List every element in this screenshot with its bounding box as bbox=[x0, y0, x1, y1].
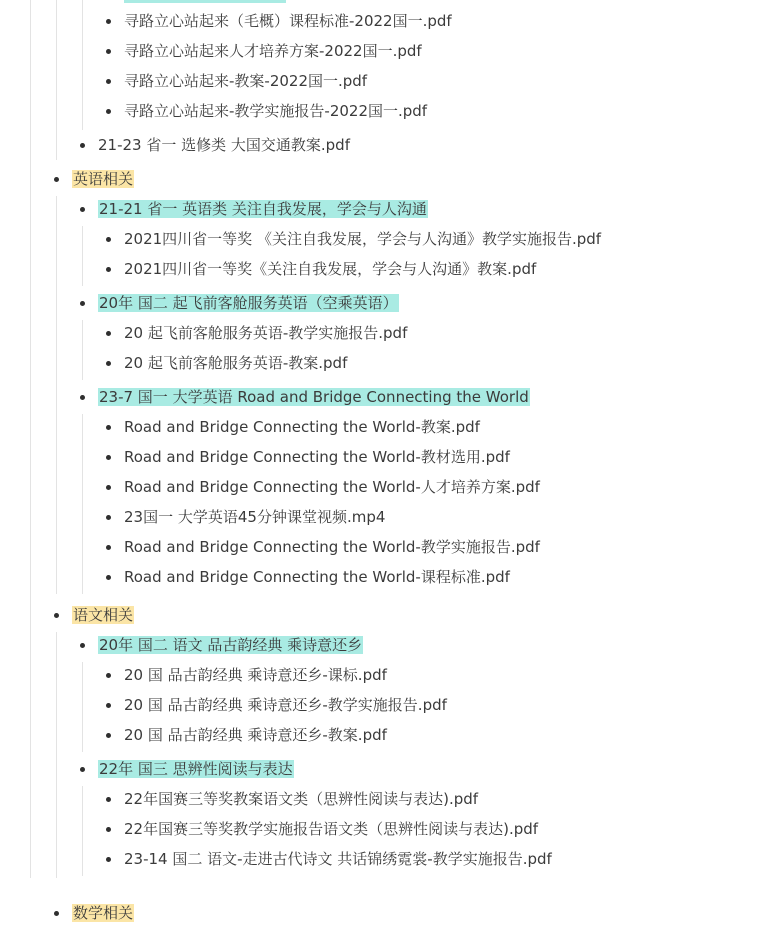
subsection-heading[interactable] bbox=[98, 634, 363, 656]
list-bullet bbox=[54, 911, 59, 916]
list-bullet bbox=[80, 301, 85, 306]
section-heading-label: 语文相关 bbox=[73, 606, 134, 624]
list-bullet bbox=[106, 733, 111, 738]
list-bullet bbox=[106, 19, 111, 24]
outline-guide-english-sub3 bbox=[82, 414, 83, 594]
file-item[interactable]: 20 国 品古韵经典 乘诗意还乡-教案.pdf bbox=[124, 726, 387, 744]
list-bullet bbox=[106, 797, 111, 802]
subsection-label: 21-21 省一 英语类 关注自我发展，学会与人沟通 bbox=[99, 200, 427, 218]
list-bullet bbox=[106, 425, 111, 430]
file-item[interactable]: 寻路立心站起来-教案-2022国一.pdf bbox=[124, 72, 368, 90]
section-heading-label: 英语相关 bbox=[73, 170, 134, 188]
list-bullet bbox=[54, 613, 59, 618]
file-item[interactable]: 21-23 省一 选修类 大国交通教案.pdf bbox=[98, 136, 350, 154]
list-bullet bbox=[106, 455, 111, 460]
file-item[interactable]: 20 国 品古韵经典 乘诗意还乡-课标.pdf bbox=[124, 666, 387, 684]
file-item[interactable]: 22年国赛三等奖教学实施报告语文类（思辨性阅读与表达).pdf bbox=[124, 820, 539, 838]
subsection-heading[interactable] bbox=[98, 758, 294, 780]
outline-guide-english-sub1 bbox=[82, 226, 83, 286]
list-bullet bbox=[106, 857, 111, 862]
list-bullet bbox=[80, 643, 85, 648]
subsection-label: 23-7 国一 大学英语 Road and Bridge Connecting the World bbox=[99, 388, 529, 406]
cut-off-highlight-bar bbox=[124, 0, 286, 3]
list-bullet bbox=[106, 267, 111, 272]
list-bullet bbox=[80, 767, 85, 772]
file-item[interactable]: 2021四川省一等奖 《关注自我发展，学会与人沟通》教学实施报告.pdf bbox=[124, 230, 602, 248]
outline-guide-level2 bbox=[56, 0, 57, 160]
list-bullet bbox=[106, 703, 111, 708]
file-item[interactable]: 2021四川省一等奖《关注自我发展，学会与人沟通》教案.pdf bbox=[124, 260, 537, 278]
list-bullet bbox=[106, 827, 111, 832]
outline-guide-english-sub2 bbox=[82, 320, 83, 380]
subsection-heading[interactable] bbox=[98, 292, 399, 314]
file-item[interactable]: Road and Bridge Connecting the World-教案.pdf bbox=[124, 418, 480, 436]
subsection-heading[interactable] bbox=[98, 198, 428, 220]
list-bullet bbox=[106, 109, 111, 114]
list-bullet bbox=[106, 331, 111, 336]
file-item[interactable]: Road and Bridge Connecting the World-教材选用.pdf bbox=[124, 448, 510, 466]
list-bullet bbox=[106, 673, 111, 678]
list-bullet bbox=[80, 207, 85, 212]
outline-guide-english bbox=[56, 196, 57, 594]
section-heading-math[interactable] bbox=[72, 902, 134, 924]
list-bullet bbox=[106, 237, 111, 242]
subsection-heading[interactable] bbox=[98, 386, 530, 408]
file-item[interactable]: 23-14 国二 语文-走进古代诗文 共话锦绣霓裳-教学实施报告.pdf bbox=[124, 850, 552, 868]
list-bullet bbox=[106, 575, 111, 580]
file-item[interactable]: Road and Bridge Connecting the World-人才培养方案.pdf bbox=[124, 478, 540, 496]
list-bullet bbox=[106, 485, 111, 490]
list-bullet bbox=[80, 395, 85, 400]
outline-guide-level1 bbox=[30, 0, 31, 878]
outline-guide-chinese-sub2 bbox=[82, 786, 83, 876]
section-heading-english[interactable] bbox=[72, 168, 134, 190]
file-item[interactable]: 寻路立心站起来-教学实施报告-2022国一.pdf bbox=[124, 102, 428, 120]
list-bullet bbox=[106, 545, 111, 550]
list-bullet bbox=[106, 79, 111, 84]
subsection-label: 22年 国三 思辨性阅读与表达 bbox=[99, 760, 293, 778]
file-item[interactable]: 20 起飞前客舱服务英语-教学实施报告.pdf bbox=[124, 324, 408, 342]
list-bullet bbox=[106, 49, 111, 54]
list-bullet bbox=[80, 143, 85, 148]
outline-guide-chinese-sub1 bbox=[82, 662, 83, 752]
file-item[interactable]: 20 起飞前客舱服务英语-教案.pdf bbox=[124, 354, 348, 372]
outline-guide-chinese bbox=[56, 632, 57, 878]
file-item[interactable]: 20 国 品古韵经典 乘诗意还乡-教学实施报告.pdf bbox=[124, 696, 447, 714]
list-bullet bbox=[54, 177, 59, 182]
section-heading-chinese[interactable] bbox=[72, 604, 134, 626]
list-bullet bbox=[106, 361, 111, 366]
subsection-label: 20年 国二 起飞前客舱服务英语（空乘英语） bbox=[99, 294, 398, 312]
outline-guide-level3 bbox=[82, 0, 83, 130]
file-item[interactable]: 寻路立心站起来（毛概）课程标准-2022国一.pdf bbox=[124, 12, 452, 30]
file-item[interactable]: 寻路立心站起来人才培养方案-2022国一.pdf bbox=[124, 42, 422, 60]
file-item[interactable]: 23国一 大学英语45分钟课堂视频.mp4 bbox=[124, 508, 386, 526]
file-item[interactable]: Road and Bridge Connecting the World-教学实施报告.pdf bbox=[124, 538, 540, 556]
subsection-label: 20年 国二 语文 品古韵经典 乘诗意还乡 bbox=[99, 636, 363, 654]
section-heading-label: 数学相关 bbox=[73, 904, 134, 922]
file-item[interactable]: 22年国赛三等奖教案语文类（思辨性阅读与表达).pdf bbox=[124, 790, 479, 808]
list-bullet bbox=[106, 515, 111, 520]
file-item[interactable]: Road and Bridge Connecting the World-课程标准.pdf bbox=[124, 568, 510, 586]
